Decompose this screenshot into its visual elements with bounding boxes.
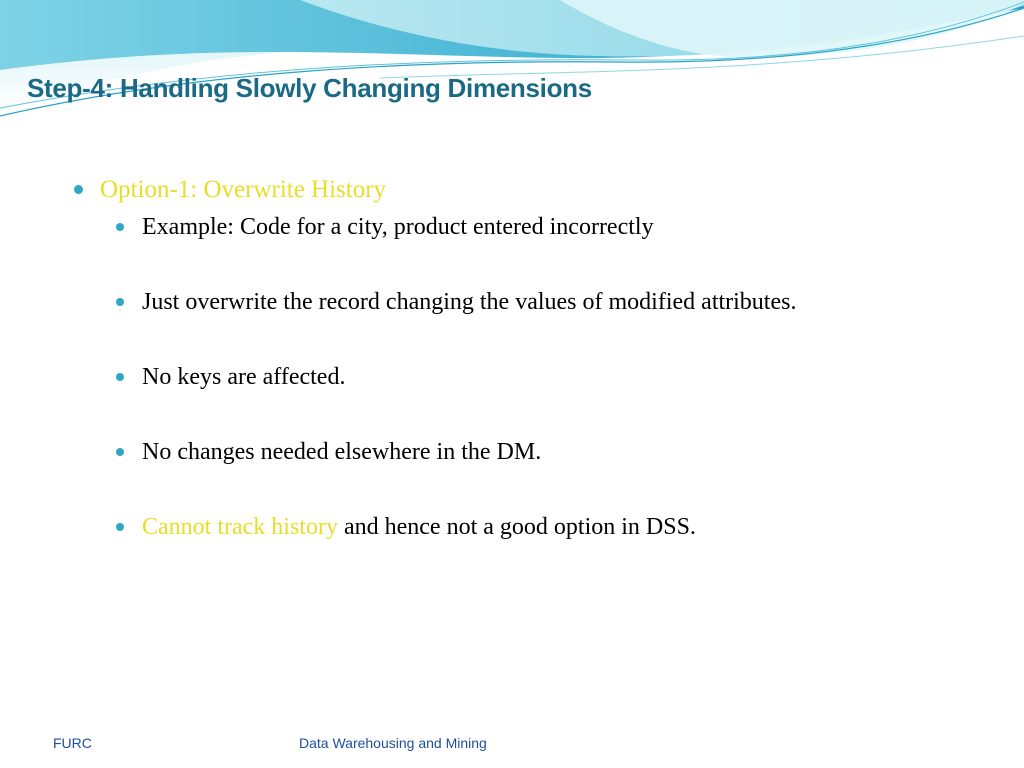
bullet-dot-icon: [116, 523, 124, 531]
highlight-text: Cannot track history: [142, 514, 338, 540]
bullet-text: Example: Code for a city, product entered incorrectly: [142, 214, 654, 240]
footer-course-title: Data Warehousing and Mining: [299, 735, 487, 751]
option-label: Option-1: Overwrite History: [100, 176, 387, 203]
list-item: [116, 287, 928, 318]
bullet-dot-icon: [74, 185, 83, 194]
bullet-dot-icon: [116, 373, 124, 381]
list-item: [116, 362, 928, 393]
bullet-text: Just overwrite the record changing the values of modified attributes.: [142, 289, 797, 315]
bullet-dot-icon: [116, 448, 124, 456]
bullet-text: No keys are affected.: [142, 364, 346, 390]
bullet-dot-icon: [116, 298, 124, 306]
bullet-text: and hence not a good option in DSS.: [337, 514, 696, 540]
sub-bullet-list: [116, 212, 928, 543]
header-wave-decoration: [0, 0, 1024, 130]
bullet-dot-icon: [116, 223, 124, 231]
list-item: [116, 437, 928, 468]
footer-organization: FURC: [53, 735, 92, 751]
bullet-text: No changes needed elsewhere in the DM.: [142, 439, 542, 465]
option-list: [74, 174, 386, 206]
list-item: [116, 512, 928, 543]
slide-title: Step-4: Handling Slowly Changing Dimensions: [27, 73, 592, 103]
option-item: [74, 174, 386, 206]
list-item: [116, 212, 928, 243]
